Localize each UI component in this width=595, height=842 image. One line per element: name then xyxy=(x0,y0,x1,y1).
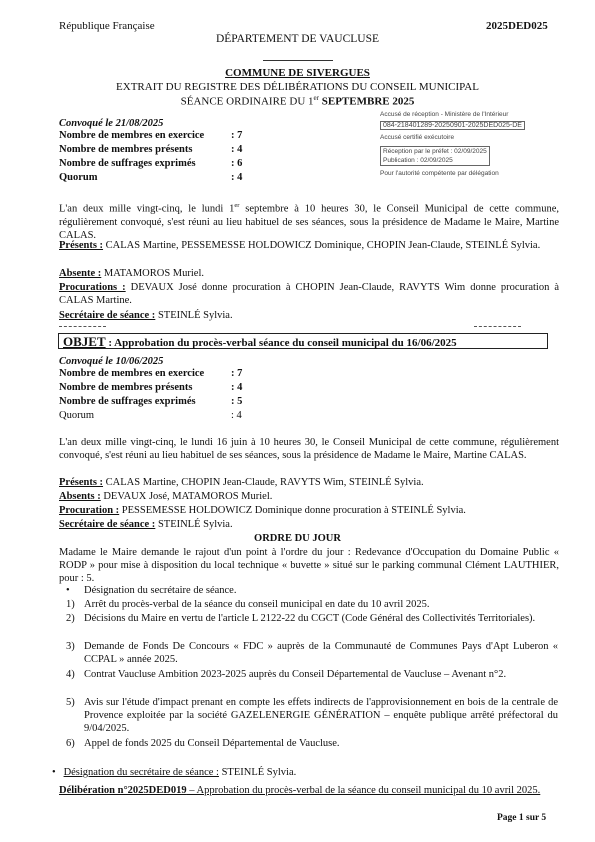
extract-title: EXTRAIT DU REGISTRE DES DÉLIBÉRATIONS DU CONSEIL MUNICIPAL xyxy=(116,81,479,93)
absents-line-2: Absents : DEVAUX José, MATAMOROS Muriel. xyxy=(59,491,273,502)
stamp-line-3: Accusé certifié exécutoire xyxy=(380,134,455,141)
members-in-office-row-2: Nombre de membres en exercice : 7 xyxy=(59,368,243,379)
quorum-row: Quorum : 4 xyxy=(59,172,243,183)
absent-line: Absente : MATAMOROS Muriel. xyxy=(59,268,205,279)
secretary-line-2: Secrétaire de séance : STEINLÉ Sylvia. xyxy=(59,519,233,530)
convocation-date: Convoqué le 21/08/2025 xyxy=(59,118,164,129)
designation-line: • Désignation du secrétaire de séance : STEINLÉ Sylvia. xyxy=(52,767,297,778)
page-number: Page 1 sur 5 xyxy=(497,813,547,823)
convocation-date-2: Convoqué le 10/06/2025 xyxy=(59,356,164,367)
members-in-office-row: Nombre de membres en exercice : 7 xyxy=(59,130,243,141)
stamp-line-1: Accusé de réception - Ministère de l'Intérieur xyxy=(380,111,509,118)
deliberation-line: Délibération n°2025DED019 – Approbation du procès-verbal de la séance du conseil municipal du 10 avril 2025. xyxy=(59,785,541,796)
separator-left xyxy=(59,326,106,327)
stamp-publication-date: Publication : 02/09/2025 xyxy=(383,157,453,164)
agenda-title: ORDRE DU JOUR xyxy=(254,533,341,544)
stamp-act-id: 084-218401289-20250901-2025DED025-DE xyxy=(380,121,525,130)
stamp-conformity: Pour l'autorité compétente par délégation xyxy=(380,170,499,177)
agenda-intro: Madame le Maire demande le rajout d'un point à l'ordre du jour : Redevance d'Occupation du Domaine Public « RODP » pour mise à disposition du local technique « buvette » situé sur le parking communal Clément LAUTHIER, pour : 5. xyxy=(59,547,559,585)
session-intro-2: L'an deux mille vingt-cinq, le lundi 16 juin à 10 heures 30, le Conseil Municipal de cette commune, régulièrement convoqué, s'est réuni au lieu habituel de ses séances, sous la présidence de Madame le Maire, Martine CALAS. xyxy=(59,437,559,462)
members-present-row: Nombre de membres présents : 4 xyxy=(59,144,243,155)
republic-label: République Française xyxy=(59,20,155,32)
presents-line-2: Présents : CALAS Martine, CHOPIN Jean-Claude, RAVYTS Wim, STEINLÉ Sylvia. xyxy=(59,477,424,488)
document-reference: 2025DED025 xyxy=(486,20,548,32)
bullet-icon: • xyxy=(66,585,70,596)
department-title: DÉPARTEMENT DE VAUCLUSE xyxy=(215,33,380,45)
commune-title: COMMUNE DE SIVERGUES xyxy=(225,67,370,79)
header-divider xyxy=(263,60,333,61)
presents-line: Présents : CALAS Martine, PESSEMESSE HOLDOWICZ Dominique, CHOPIN Jean-Claude, STEINLÉ Sylvia. xyxy=(59,240,541,251)
separator-right xyxy=(474,326,521,327)
votes-cast-row-2: Nombre de suffrages exprimés : 5 xyxy=(59,396,243,407)
votes-cast-row: Nombre de suffrages exprimés : 6 xyxy=(59,158,243,169)
subject-box: OBJET : Approbation du procès-verbal séance du conseil municipal du 16/06/2025 xyxy=(58,333,548,349)
stamp-dates-box xyxy=(380,146,490,166)
quorum-row-2: Quorum : 4 xyxy=(59,410,242,421)
procuration-line-2: Procuration : PESSEMESSE HOLDOWICZ Dominique donne procuration à STEINLÉ Sylvia. xyxy=(59,505,466,516)
session-title: SÉANCE ORDINAIRE DU 1er SEPTEMBRE 2025 xyxy=(180,94,415,108)
procurations-line: Procurations : DEVAUX José donne procuration à CHOPIN Jean-Claude, RAVYTS Wim donne procuration à CALAS Martine. xyxy=(59,282,559,307)
stamp-prefecture-date: Réception par le préfet : 02/09/2025 xyxy=(383,148,487,155)
members-present-row-2: Nombre de membres présents : 4 xyxy=(59,382,243,393)
session-intro: L'an deux mille vingt-cinq, le lundi 1er septembre à 10 heures 30, le Conseil Municipal de cette commune, régulièrement convoqué, s'est réuni au lieu habituel de ses séances, sous la présidence de Madame le Maire, Martine CALAS. xyxy=(59,202,559,241)
document-page: République Française 2025DED025 DÉPARTEMENT DE VAUCLUSE COMMUNE DE SIVERGUES EXTRAIT DU REGISTRE DES DÉLIBÉRATIONS DU CONSEIL MUNICIPAL SÉANCE ORDINAIRE DU 1er SEPTEMBRE 2025 Accusé de réception - Ministère de l'Intérieur 084-218401289-20250901-2025DED025-DE Accusé certifié exécutoire Réception par le préfet : 02/09/2025 Publication : 02/09/2025 Pour l'autorité compétente par délégation Convoqué le 21/08/2025 Nombre de membres en exercice : 7 Nombre de membres présents : 4 Nombre de suffrages exprimés : 6 Quorum : 4 L'an deux mille vingt-cinq, le lundi 1er septembre à 10 heures 30, le Conseil Municipal de cette commune, régulièrement convoqué, s'est réuni au lieu habituel de ses séances, sous la présidence de Madame le Maire, Martine CALAS. Présents : CALAS Martine, PESSEMESSE HOLDOWICZ Dominique, CHOPIN Jean-Claude, STEINLÉ Sylvia. Absente : MATAMOROS Muriel. Procurations : DEVAUX José donne procuration à CHOPIN Jean-Claude, RAVYTS Wim donne procuration à CALAS Martine. Secrétaire de séance : STEINLÉ Sylvia. OBJET : Approbation du procès-verbal séance du conseil municipal du 16/06/2025 Convoqué le 10/06/2025 Nombre de membres en exercice : 7 Nombre de membres présents : 4 Nombre de suffrages exprimés : 5 Quorum : 4 L'an deux mille vingt-cinq, le lundi 16 juin à 10 heures 30, le Conseil Municipal de cette commune, régulièrement convoqué, s'est réuni au lieu habituel de ses séances, sous la présidence de Madame le Maire, Martine CALAS. Présents : CALAS Martine, CHOPIN Jean-Claude, RAVYTS Wim, STEINLÉ Sylvia. Absents : DEVAUX José, MATAMOROS Muriel. Procuration : PESSEMESSE HOLDOWICZ Dominique donne procuration à STEINLÉ Sylvia. Secrétaire de séance : STEINLÉ Sylvia. ORDRE DU JOUR Madame le Maire demande le rajout d'un point à l'ordre du jour : Redevance d'Occupation du Domaine Public « RODP » pour mise à disposition du local technique « buvette » situé sur le parking communal Clément LAUTHIER, pour : 5. • Désignation du secrétaire de séance. 1) Arrêt du procès-verbal de la séance du conseil municipal en date du 10 avril 2025. 2) Décisions du Maire en vertu de l'article L 2122-22 du CGCT (Code Général des Collectivités Territoriales). 3) Demande de Fonds De Concours « FDC » auprès de la Communauté de Communes Pays d'Apt Luberon « CCPAL » année 2025. 4) Contrat Vaucluse Ambition 2023-2025 auprès du Conseil Départemental de Vaucluse – Avenant n°2. 5) Avis sur l'étude d'impact prenant en compte les effets indirects de l'approvisionnement en bois de la centrale de Provence exploitée par la société GAZELENERGIE GÉNÉRATION – enquête publique arrêté préfectoral du 9/04/2025. 6) Appel de fonds 2025 du Conseil Départemental de Vaucluse. • Désignation du secrétaire de séance : STEINLÉ Sylvia. Délibération n°2025DED019 – Approbation du procès-verbal de la séance du conseil municipal du 10 avril 2025. Page 1 sur 5 xyxy=(0,0,595,842)
bullet-icon: • xyxy=(52,767,64,778)
secretary-line: Secrétaire de séance : STEINLÉ Sylvia. xyxy=(59,310,233,321)
